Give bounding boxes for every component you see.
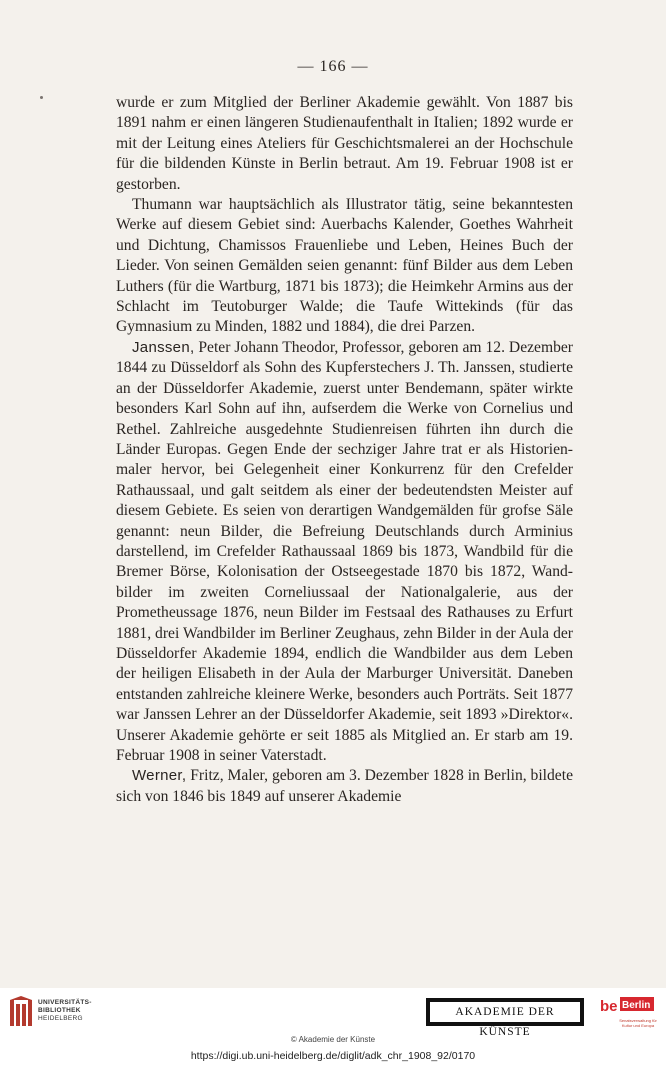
svg-text:be: be xyxy=(600,998,618,1015)
person-name: Janssen, xyxy=(132,338,195,356)
paragraph: wurde er zum Mitglied der Berliner Akademie gewählt. Von 1887 bis 1891 nahm er einen längeren Studienaufenthalt in Italien; 1892 wurde er mit der Leitung eines Ateliers für Geschichtsmalerei an der Hochschule für die bildenden Künste in Berlin betraut. Am 19. Februar 1908 ist er gestorben. xyxy=(116,94,573,193)
page-number: — 166 — xyxy=(297,58,369,75)
source-url[interactable]: https://digi.ub.uni-heidelberg.de/diglit/adk_chr_1908_92/0170 xyxy=(190,1050,476,1062)
margin-mark xyxy=(40,96,43,99)
paragraph: Thumann war hauptsächlich als Illustrator tätig, seine bekanntesten Werke auf diesem Gebiet sind: Auerbachs Kalender, Goethes Wahrheit und Dichtung, Chamissos Frauenliebe und Leben, Heines Buch der Lieder. Von seinen Gemälden seien genannt: fünf Bilder aus dem Leben Luthers (für die Wartburg, 1871 bis 1873); die Heimkehr Armins aus der Schlacht im Teutoburger Walde; die Taufe Wittekinds (für das Gymnasium zu Minden, 1882 und 1884), die drei Parzen. xyxy=(116,196,573,336)
akademie-logo: AKADEMIE DER KÜNSTE xyxy=(426,998,584,1026)
berlin-subtitle: Senatsverwaltung für Kultur und Europa xyxy=(619,1018,657,1028)
person-name: Werner, xyxy=(132,767,187,785)
copyright-text: © Akademie der Künste xyxy=(290,1035,376,1044)
university-library-name: UNIVERSITÄTS- BIBLIOTHEK HEIDELBERG xyxy=(38,999,92,1022)
paragraph: Werner, Fritz, Maler, geboren am 3. Dezember 1828 in Berlin, bildete sich von 1846 bis 1849 auf unserer Akademie xyxy=(116,767,573,805)
svg-text:Berlin: Berlin xyxy=(622,1000,651,1011)
body-text xyxy=(116,93,573,807)
university-library-logo-icon xyxy=(8,996,34,1030)
paragraph: Janssen, Peter Johann Theodor, Professor, geboren am 12. Dezember 1844 zu Düsseldorf als Sohn des Kupferstechers J. Th. Janssen, studierte an der Düsseldorfer Akademie, zuerst unter Bendemann, später wirkte besonders Karl Sohn auf ihn, aufserdem die Werke von Cornelius und Rethel. Zahlreiche ausgedehnte Studienreisen führten ihn durch die Länder Europas. Gegen Ende der sechziger Jahre trat er als Historienmaler hervor, bei Gelegenheit einer Konkurrenz für den Crefelder Rathaussaal, und galt seitdem als einer der bedeutendsten Meister auf diesem Gebiete. Es seien von derartigen Wandgemälden für grofse Säle genannt: neun Bilder, die Befreiung Deutschlands durch Arminius darstellend, im Crefelder Rathaussaal 1869 bis 1873, Wandbild für die Bremer Börse, Kolonisation der Ostseegestade 1870 bis 1872, Wandbilder im zweiten Corneliussaal der Nationalgalerie, aus der Prometheussage 1876, neun Bilder im Festsaal des Rathauses zu Erfurt 1881, drei Wandbilder im Berliner Zeughaus, zehn Bilder in der Aula der Düsseldorfer Akademie 1894, endlich die Wandbilder aus dem Leben der heiligen Elisabeth in der Aula der Marburger Universität. Daneben entstanden zahlreiche kleinere Werke, besonders auch Porträts. Seit 1877 war Janssen Lehrer an der Düsseldorfer Akademie, seit 1893 »Direktor«. Unserer Akademie gehörte er seit 1885 als Mitglied an. Er starb am 19. Februar 1908 in seiner Vaterstadt. xyxy=(116,338,573,764)
